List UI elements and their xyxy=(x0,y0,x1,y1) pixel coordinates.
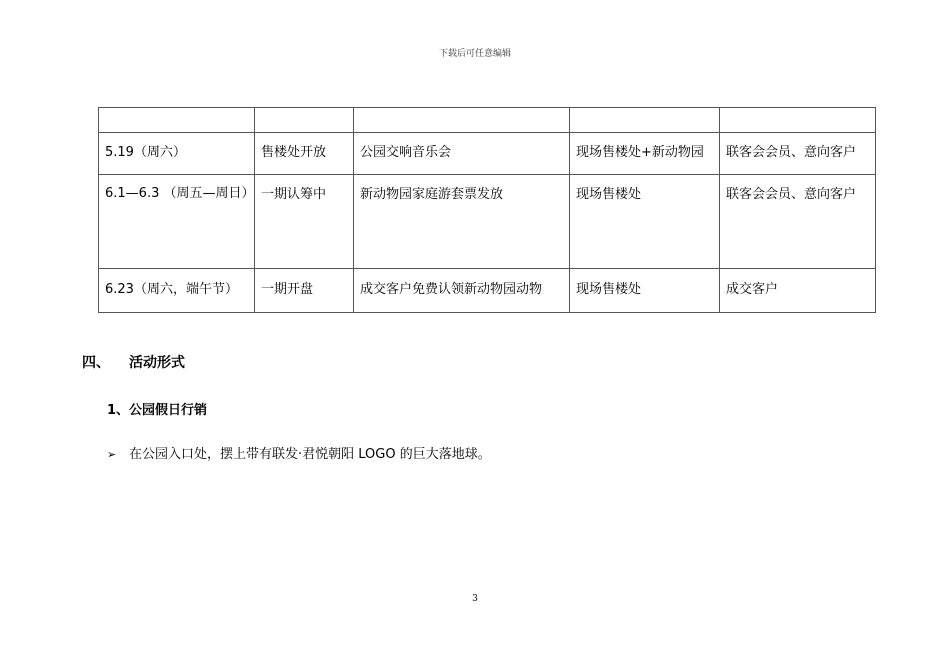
audience-cell: 联客会会员、意向客户 xyxy=(720,175,876,269)
stage-cell: 一期认筹中 xyxy=(255,175,354,269)
activity-cell: 公园交响音乐会 xyxy=(354,133,570,175)
audience-cell: 成交客户 xyxy=(720,269,876,313)
table-cell xyxy=(255,108,354,133)
location-cell: 现场售楼处 xyxy=(570,175,720,269)
date-text: 6.1—6.3 （周五—周日） xyxy=(105,186,255,201)
bullet-item xyxy=(107,443,491,462)
date-cell: 5.19（周六） xyxy=(99,133,255,175)
activity-cell: 新动物园家庭游套票发放 xyxy=(354,175,570,269)
table-row xyxy=(99,108,876,133)
arrow-bullet-icon: ➢ xyxy=(107,448,117,461)
audience-cell: 联客会会员、意向客户 xyxy=(720,133,876,175)
table-cell xyxy=(720,108,876,133)
activity-cell: 成交客户免费认领新动物园动物 xyxy=(354,269,570,313)
page-header-note: 下载后可任意编辑 xyxy=(438,49,511,59)
location-cell: 现场售楼处 xyxy=(570,269,720,313)
table-cell xyxy=(354,108,570,133)
activity-schedule-table xyxy=(98,107,876,313)
location-cell: 现场售楼处+新动物园 xyxy=(570,133,720,175)
table-row xyxy=(99,133,876,175)
date-cell xyxy=(99,175,255,269)
stage-cell: 售楼处开放 xyxy=(255,133,354,175)
table-row xyxy=(99,175,876,269)
section-number: 四、 xyxy=(82,355,110,371)
section-title: 活动形式 xyxy=(129,355,185,371)
date-cell: 6.23（周六，端午节） xyxy=(99,269,255,313)
stage-cell: 一期开盘 xyxy=(255,269,354,313)
table-row xyxy=(99,269,876,313)
subsection-heading: 1、公园假日行销 xyxy=(107,403,208,418)
table-cell xyxy=(99,108,255,133)
bullet-text: 在公园入口处，摆上带有联发·君悦朝阳 LOGO 的巨大落地球。 xyxy=(129,447,491,462)
table-cell xyxy=(570,108,720,133)
section-heading xyxy=(82,352,185,372)
page-number: 3 xyxy=(472,594,478,604)
